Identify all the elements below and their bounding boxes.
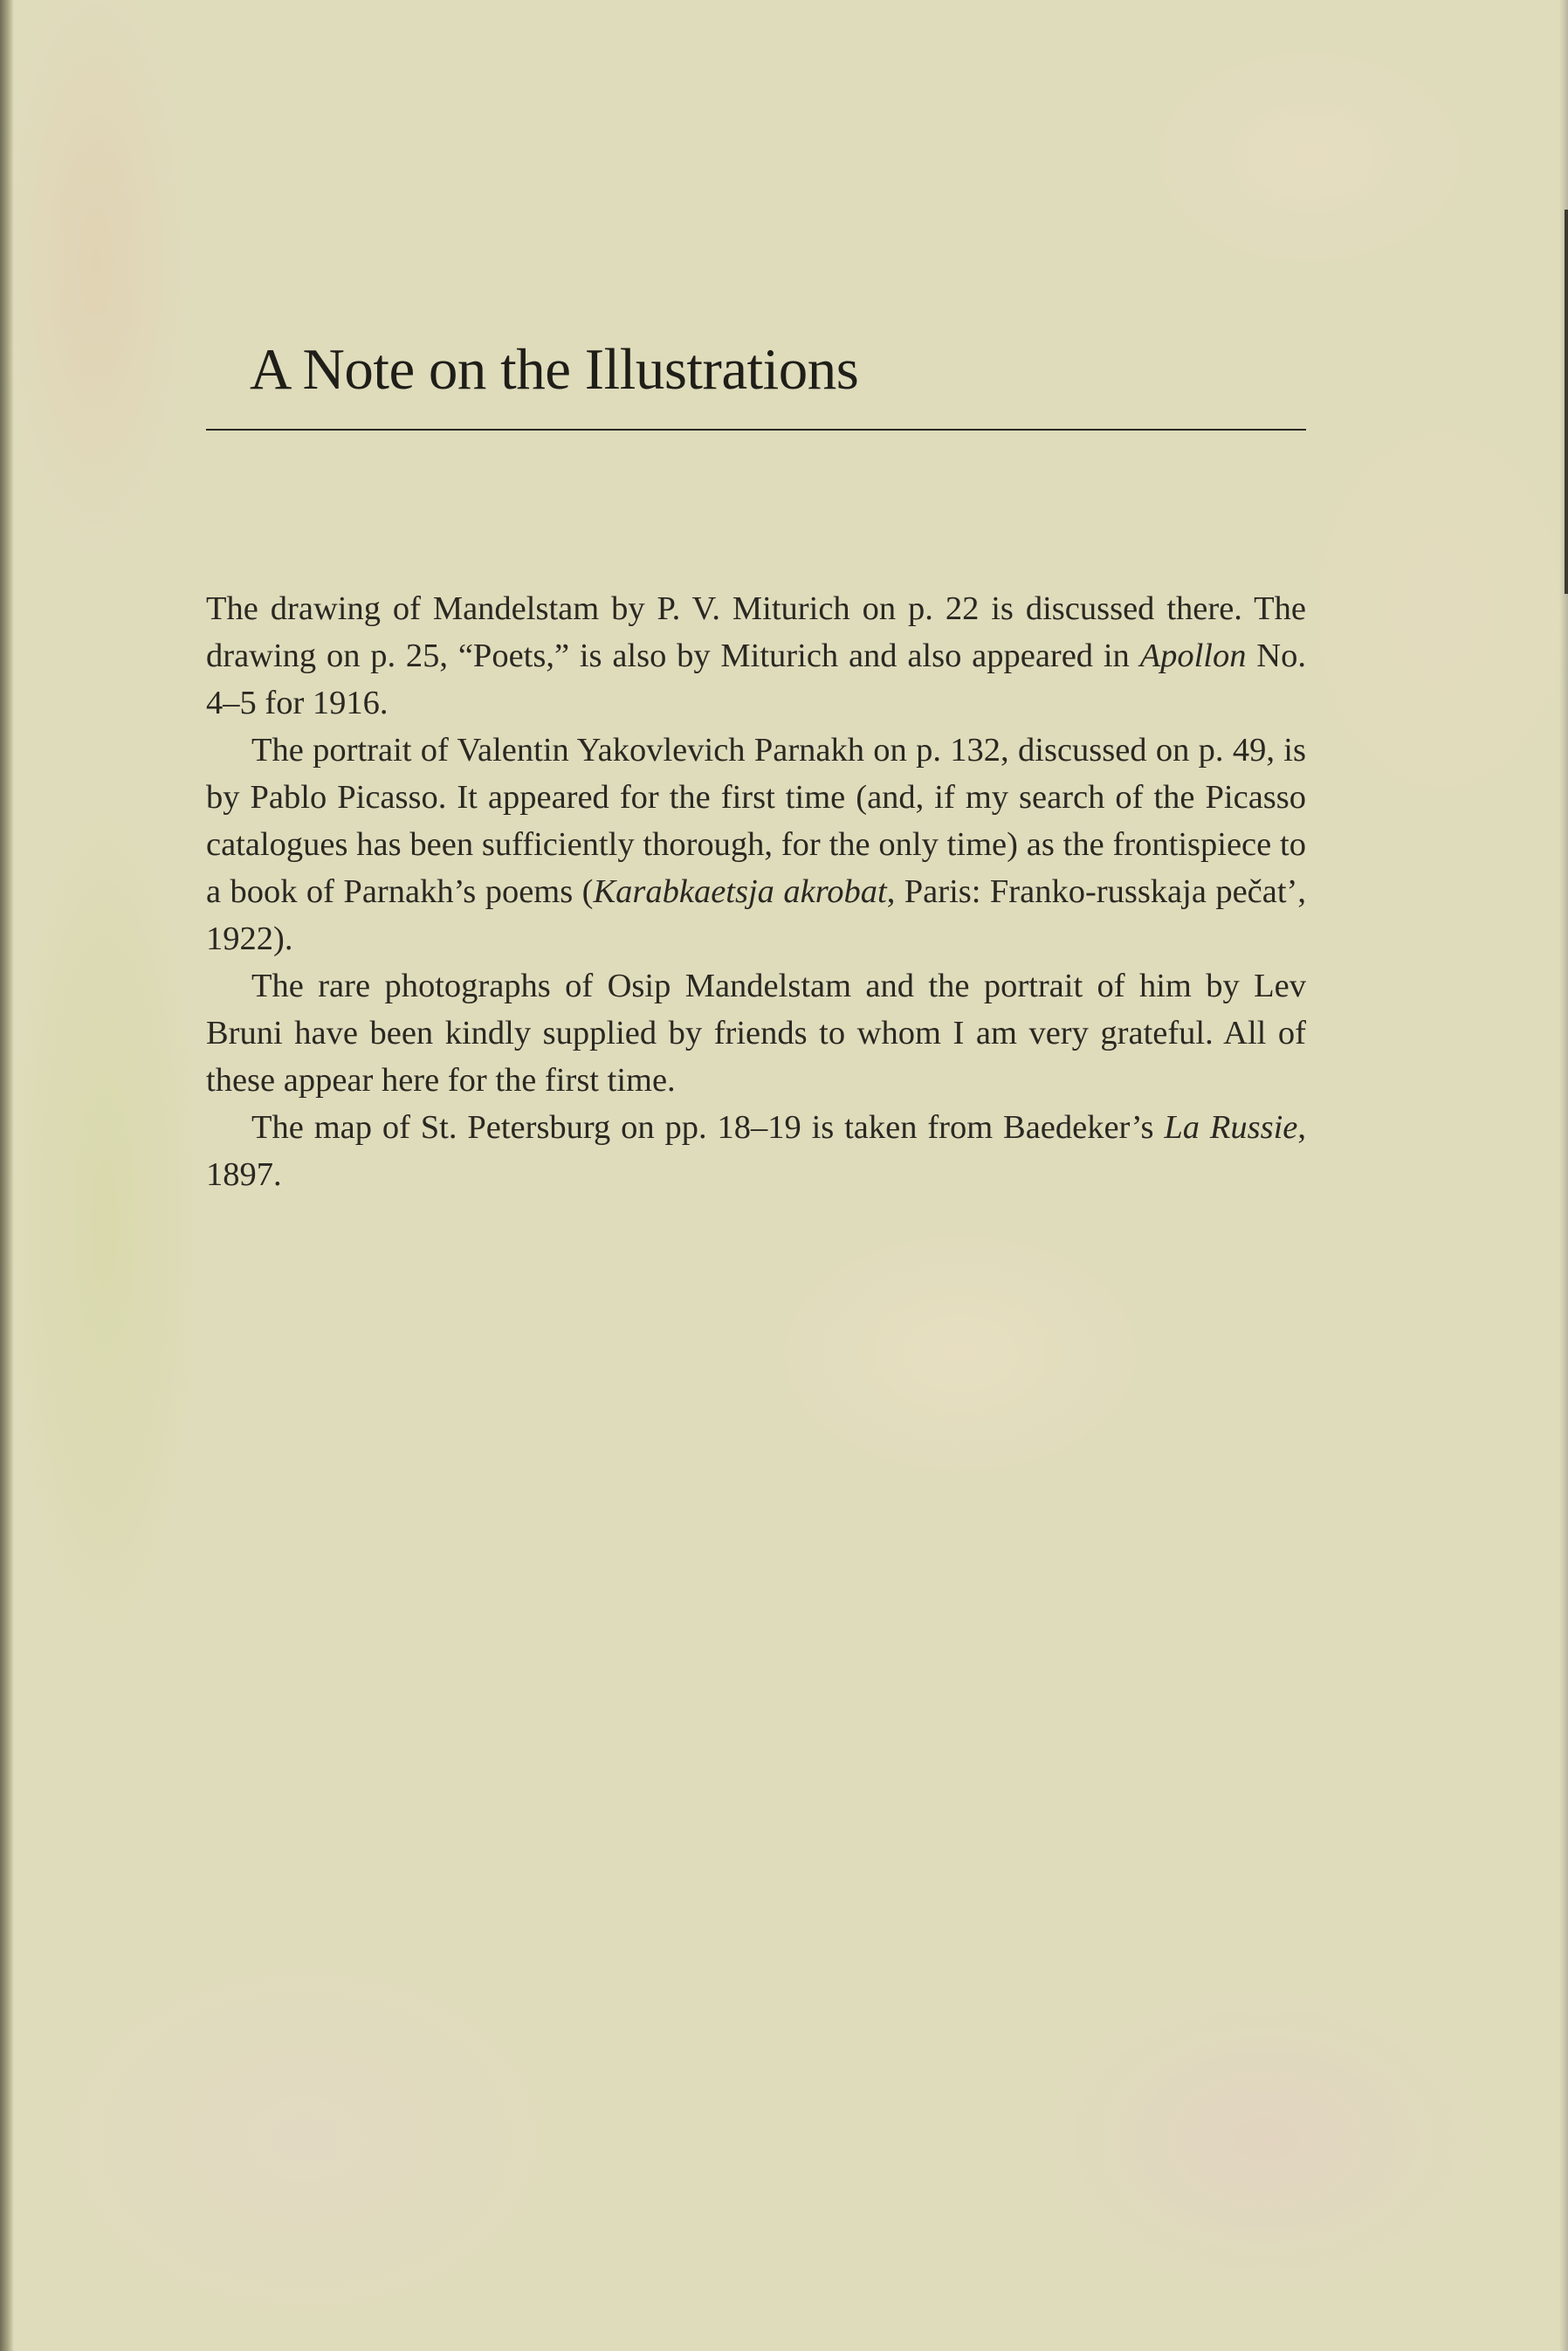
paragraph-1 (206, 585, 1306, 727)
page-binding-edge (0, 0, 14, 2351)
title-rule (206, 429, 1306, 431)
paragraph-2 (206, 727, 1306, 962)
paragraph-1-tail: No. 4–5 for 1916. (206, 638, 1306, 721)
paragraph-3 (206, 962, 1306, 1104)
paragraph-4-text: The map of St. Petersburg on pp. 18–19 is taken from Baedeker’s (251, 1109, 1165, 1146)
paragraph-1-italic: Apollon (1139, 638, 1247, 674)
paragraph-2-italic: Karabkaetsja akrobat (593, 873, 887, 910)
page-title: A Note on the Illustrations (250, 337, 859, 402)
paragraph-2-text: The portrait of Valentin Yakovlevich Parnakh on p. 132, discussed on p. 49, is by Pablo Picasso. It appeared for the first time (and, if my search of the Picasso catalogues has been sufficiently thorough, for the only time) as the frontispiece to a book of Parnakh’s poems ( (206, 732, 1306, 910)
paragraph-4-italic: La Russie (1164, 1109, 1298, 1146)
paragraph-1-text: The drawing of Mandelstam by P. V. Miturich on p. 22 is discussed there. The drawing on p. 25, “Poets,” is also by Miturich and also appeared in (206, 590, 1306, 674)
paragraph-4-tail: , 1897. (206, 1109, 1306, 1193)
paragraph-3-text: The rare photographs of Osip Mandelstam and the portrait of him by Lev Bruni have been kindly supplied by friends to whom I am very grateful. All of these appear here for the first time. (206, 968, 1306, 1099)
paragraph-4 (206, 1104, 1306, 1198)
page-edge-mark (1565, 210, 1568, 594)
body-text (206, 585, 1306, 1198)
paragraph-2-tail: , Paris: Franko-russkaja pečat’, 1922). (206, 873, 1307, 957)
